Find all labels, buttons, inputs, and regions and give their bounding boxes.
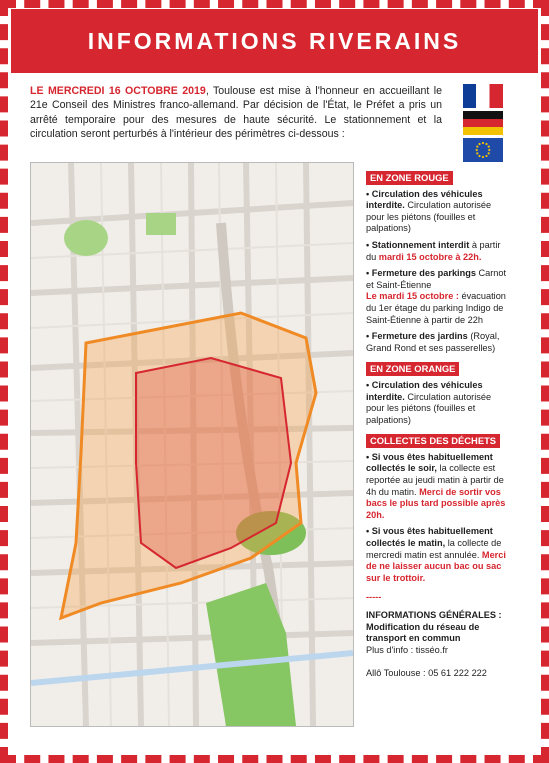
page-title: INFORMATIONS RIVERAINS [11, 9, 538, 73]
info-title: INFORMATIONS GÉNÉRALES : [366, 610, 502, 620]
info-more: Plus d'info : tisséo.fr [366, 644, 448, 655]
park-north [146, 213, 176, 235]
intro-paragraph [30, 84, 442, 142]
zone-rouge-tag: EN ZONE ROUGE [366, 171, 453, 185]
orange-item: • Circulation des véhicules interdite. Circulation autorisée pour les piétons (fouilles et palpations) [366, 379, 492, 425]
eu-flag-icon [463, 138, 503, 162]
collectes-tag: COLLECTES DES DÉCHETS [366, 434, 500, 448]
park-capitole [64, 220, 108, 256]
collecte-item: • Si vous êtes habituellement collectés le matin, la collecte de mercredi matin est annulée. Merci de ne laisser aucun bac ou sac sur le trottoir. [366, 526, 506, 583]
germany-flag-icon [463, 111, 503, 135]
flags [463, 84, 503, 165]
rouge-item: • Circulation des véhicules interdite. Circulation autorisée pour les piétons (fouilles et palpations) [366, 188, 492, 234]
security-perimeter-map [30, 162, 354, 727]
collecte-item: • Si vous êtes habituellement collectés le soir, la collecte est reportée au jeudi matin à partir de 4h du matin. Merci de sortir vos bacs le plus tard possible après 20h. [366, 451, 506, 520]
zone-orange-tag: EN ZONE ORANGE [366, 362, 459, 376]
france-flag-icon [463, 84, 503, 108]
separator: ----- [366, 592, 382, 603]
intro-text: , Toulouse est mise à l'honneur en accueillant le 21e Conseil des Ministres franco-allemand. Par décision de l'État, le Préfet a pris un arrêté temporaire pour des mesures de haute sécurité. Le stationnement et la circulation seront perturbés à l'intérieur des périmètres ci-dessous : [30, 85, 442, 141]
intro-date: LE MERCREDI 16 OCTOBRE 2019 [30, 85, 206, 97]
rouge-item: • Fermeture des parkings Carnot et Saint-Étienne Le mardi 15 octobre : évacuation du 1er étage du parking Indigo de Saint-Étienne à partir de 22h [366, 268, 507, 325]
sidebar-info [366, 168, 510, 680]
info-transport: Modification du réseau de transport en commun [366, 621, 480, 644]
rouge-item: • Stationnement interdit à partir du mardi 15 octobre à 22h. [366, 239, 501, 262]
phone-number: Allô Toulouse : 05 61 222 222 [366, 668, 487, 679]
map-svg [31, 163, 353, 726]
rouge-item: • Fermeture des jardins (Royal, Grand Rond et ses passerelles) [366, 331, 500, 353]
